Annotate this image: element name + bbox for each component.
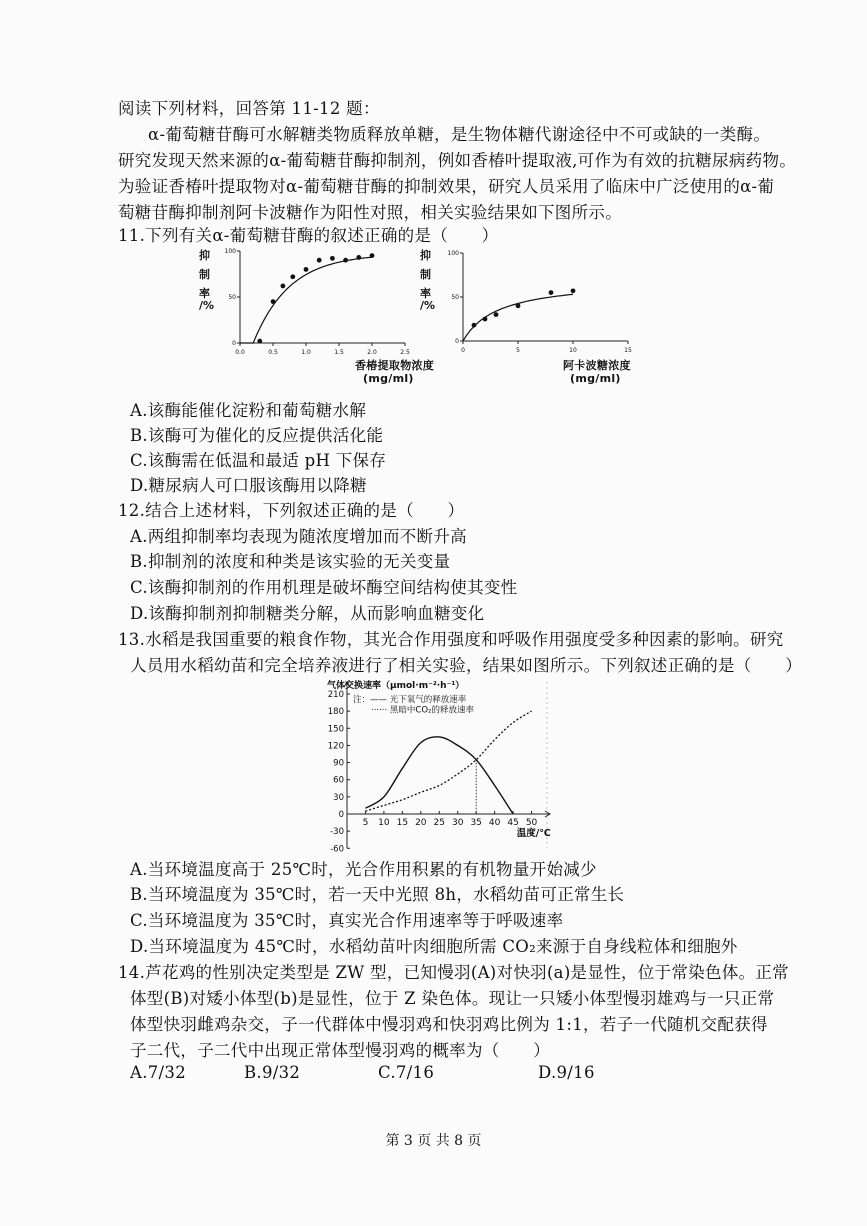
intro-paragraph-line: 为验证香椿叶提取物对α-葡萄糖苷酶的抑制效果，研究人员采用了临床中广泛使用的α-葡 (118, 177, 775, 196)
chart-gas-exchange-svg (300, 676, 560, 854)
q14-option-a: A.7/32 (130, 1063, 187, 1082)
chart1-x-tick-label: 2.0 (367, 349, 377, 356)
chart3-y-tick-label: 150 (327, 724, 344, 735)
chart3-x-tick-label: 40 (488, 818, 501, 828)
chart1-x-tick-label: 2.5 (400, 349, 410, 356)
chart3-x-tick-label: 50 (525, 818, 538, 828)
chart3-y-tick-label: 60 (333, 775, 344, 786)
chart3-y-tick-label: 120 (327, 741, 344, 752)
chart2-data-point (472, 323, 477, 328)
q14-option-d: D.9/16 (538, 1063, 595, 1082)
q12-stem: 12.结合上述材料，下列叙述正确的是（ ） (118, 501, 465, 520)
chart2-ylabel-4: /% (420, 299, 436, 312)
chart2-data-point (516, 303, 521, 308)
chart1-data-point (370, 253, 375, 258)
chart2-y-tick-label: 50 (451, 294, 459, 301)
q13-option-d: D.当环境温度为 45℃时，水稻幼苗叶肉细胞所需 CO₂来源于自身线粒体和细胞外 (130, 937, 738, 956)
chart3-y-tick-label: 0 (338, 810, 344, 820)
chart2-data-point (483, 317, 488, 322)
q14-stem: 14.芦花鸡的性别决定类型是 ZW 型，已知慢羽(A)对快羽(a)是显性，位于常染色体。正常 (118, 963, 789, 982)
chart1-x-tick-label: 1.5 (334, 349, 344, 356)
chart3-xlabel: 温度/℃ (516, 828, 551, 839)
chart3-x-tick-label: 15 (396, 818, 409, 828)
intro-paragraph-line: α-葡萄糖苷酶可水解糖类物质释放单糖，是生物体糖代谢途径中不可或缺的一类酶。 (148, 125, 771, 144)
chart2-ylabel-1: 抑 (420, 249, 431, 262)
chart1-data-point (271, 299, 276, 304)
chart2-x-tick-label: 0 (461, 347, 465, 354)
chart3-x-tick-label: 25 (433, 818, 445, 828)
chart1-ylabel-4: /% (199, 299, 215, 312)
q12-option-a: A.两组抑制率均表现为随浓度增加而不断升高 (130, 527, 467, 546)
chart1-data-point (330, 256, 335, 261)
q11-option-a: A.该酶能催化淀粉和葡萄糖水解 (130, 401, 367, 420)
q14-stem: 子二代，子二代中出现正常体型慢羽鸡的概率为（ ） (130, 1041, 550, 1060)
chart2-data-point (571, 288, 576, 293)
chart-gas-exchange (300, 676, 560, 854)
chart2-ylabel-3: 率 (420, 287, 431, 300)
chart2-data-point (494, 312, 499, 317)
q14-option-c: C.7/16 (378, 1063, 435, 1082)
q13-option-a: A.当环境温度高于 25℃时，光合作用积累的有机物量开始减少 (130, 860, 597, 879)
chart3-series-o2-line (365, 737, 513, 814)
chart2-y-tick-label: 100 (447, 250, 459, 257)
chart2-x-tick-label: 5 (516, 347, 520, 354)
chart3-series-co2-line (365, 711, 531, 811)
q14-stem: 体型(B)对矮小体型(b)是显性，位于 Z 染色体。现让一只矮小体型慢羽雄鸡与一只正常 (130, 989, 775, 1008)
page-footer: 第 3 页 共 8 页 (385, 1133, 482, 1149)
chart1-data-point (304, 267, 309, 272)
intro-heading: 阅读下列材料，回答第 11-12 题： (118, 99, 380, 118)
chart2-ylabel-2: 制 (420, 268, 431, 281)
chart1-x-tick-label: 0.5 (268, 349, 278, 356)
chart1-x-tick-label: 1.0 (301, 349, 311, 356)
q14-stem: 体型快羽雌鸡杂交，子一代群体中慢羽鸡和快羽鸡比例为 1:1，若子一代随机交配获得 (130, 1015, 768, 1034)
chart3-y-tick-label: 90 (333, 758, 344, 769)
chart1-xlabel-b: (mg/ml) (363, 372, 414, 385)
chart1-y-tick-label: 100 (224, 248, 236, 255)
q13-option-b: B.当环境温度为 35℃时，若一天中光照 8h，水稻幼苗可正常生长 (130, 885, 625, 904)
q11-option-b: B.该酶可为催化的反应提供活化能 (130, 426, 384, 445)
chart1-data-point (317, 258, 322, 263)
q13-stem: 人员用水稻幼苗和完全培养液进行了相关实验，结果如图所示。下列叙述正确的是（ ） (130, 656, 802, 675)
chart1-ylabel-1: 抑 (199, 249, 210, 262)
chart3-x-tick-label: 30 (452, 818, 464, 828)
chart2-xlabel-b: (mg/ml) (570, 372, 621, 385)
chart3-legend-dotted: ······ 黑暗中CO₂的释放速率 (371, 705, 474, 716)
chart1-data-point (356, 255, 361, 260)
chart2-x-tick-label: 10 (569, 347, 577, 354)
intro-paragraph-line: 萄糖苷酶抑制剂阿卡波糖作为阳性对照，相关实验结果如下图所示。 (118, 203, 622, 222)
q13-option-c: C.当环境温度为 35℃时，真实光合作用速率等于呼吸速率 (130, 911, 564, 930)
chart2-fit-curve (463, 294, 573, 341)
chart3-y-tick-label: 210 (327, 690, 344, 700)
q13-stem: 13.水稻是我国重要的粮食作物，其光合作用强度和呼吸作用强度受多种因素的影响。研究 (118, 630, 784, 649)
chart3-legend-solid: 注：—— 光下氧气的释放速率 (353, 695, 467, 705)
chart1-data-point (290, 274, 295, 279)
chart3-x-tick-label: 35 (470, 818, 482, 828)
chart1-ylabel-2: 制 (199, 268, 210, 281)
chart3-x-tick-label: 5 (362, 818, 369, 828)
q12-option-c: C.该酶抑制剂的作用机理是破坏酶空间结构使其变性 (130, 578, 518, 597)
chart3-ylabel: 气体交换速率（μmol·m⁻²·h⁻¹） (327, 681, 465, 691)
chart3-y-tick-label: 30 (333, 792, 344, 803)
chart1-x-tick-label: 0.0 (235, 349, 245, 356)
chart1-y-tick-label: 50 (228, 294, 236, 301)
chart1-data-point (257, 339, 262, 344)
chart3-x-tick-label: 20 (415, 818, 427, 828)
chart1-ylabel-3: 率 (199, 287, 210, 300)
chart3-y-tick-label: 180 (327, 707, 344, 718)
chart3-x-tick-label: 10 (378, 818, 390, 828)
chart2-y-tick-label: 0 (455, 338, 459, 345)
chart1-data-point (281, 284, 286, 289)
intro-paragraph-line: 研究发现天然来源的α-葡萄糖苷酶抑制剂，例如香椿叶提取液,可作为有效的抗糖尿病药物。 (118, 151, 797, 170)
chart2-x-tick-label: 15 (624, 347, 632, 354)
q11-option-c: C.该酶需在低温和最适 pH 下保存 (130, 451, 387, 470)
chart1-data-point (343, 258, 348, 263)
q12-option-d: D.该酶抑制剂抑制糖类分解，从而影响血糖变化 (130, 604, 485, 623)
q11-stem: 11.下列有关α-葡萄糖苷酶的叙述正确的是（ ） (118, 226, 499, 245)
chart3-y-tick-label: -30 (330, 827, 344, 838)
q12-option-b: B.抑制剂的浓度和种类是该实验的无关变量 (130, 552, 451, 571)
chart3-x-tick-label: 45 (507, 818, 519, 828)
q11-option-d: D.糖尿病人可口服该酶用以降糖 (130, 476, 367, 495)
chart3-y-tick-label: -60 (330, 844, 344, 854)
chart1-xlabel-a: 香椿提取物浓度 (355, 359, 435, 372)
chart2-xlabel-a: 阿卡波糖浓度 (563, 359, 631, 372)
q14-option-b: B.9/32 (244, 1063, 301, 1082)
chart2-data-point (549, 290, 554, 295)
chart1-y-tick-label: 0 (232, 340, 236, 347)
